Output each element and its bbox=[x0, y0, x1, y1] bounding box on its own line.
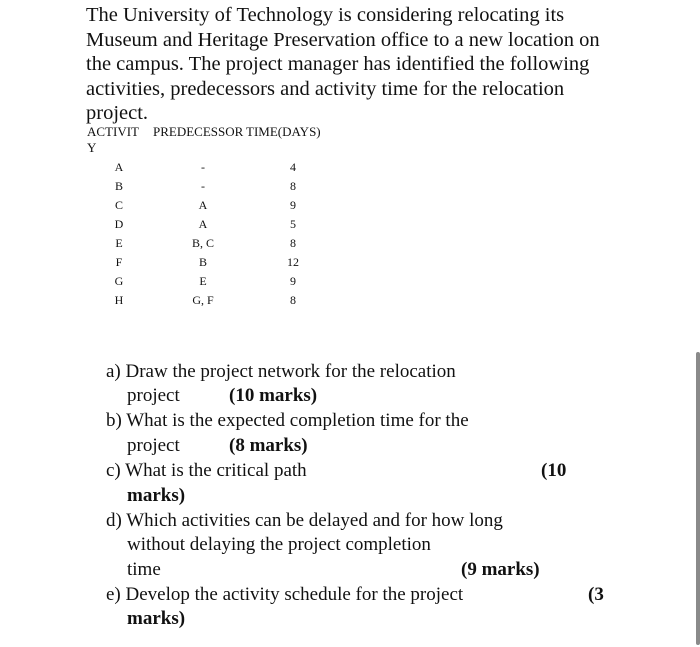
cell-activity: E bbox=[115, 236, 123, 250]
cell-predecessor: A bbox=[198, 217, 208, 231]
cell-time: 9 bbox=[290, 198, 296, 212]
question-e-marks-cont: marks) bbox=[127, 608, 186, 629]
question-d: d) Which activities can be delayed and for how long bbox=[106, 510, 503, 531]
scrollbar[interactable] bbox=[696, 352, 700, 645]
cell-predecessor: G, F bbox=[192, 293, 214, 307]
question-b-marks: (8 marks) bbox=[229, 435, 308, 456]
cell-activity: A bbox=[114, 160, 124, 174]
cell-activity: H bbox=[114, 293, 124, 307]
cell-time: 8 bbox=[290, 293, 296, 307]
question-c-marks-cont: marks) bbox=[127, 485, 186, 506]
question-c: c) What is the critical path bbox=[106, 460, 307, 481]
question-d-cont: without delaying the project completion bbox=[127, 534, 431, 555]
cell-time: 4 bbox=[290, 160, 296, 174]
cell-predecessor: A bbox=[198, 198, 208, 212]
cell-predecessor: - bbox=[201, 179, 205, 193]
cell-activity: C bbox=[114, 198, 124, 212]
header-activity-wrap: Y bbox=[87, 140, 97, 155]
intro-paragraph: The University of Technology is considering relocating its Museum and Heritage Preservation office to a new location on the campus. The project manager has identified the following activities, predecessors and activity time for the relocation project. bbox=[86, 4, 600, 125]
cell-activity: D bbox=[114, 217, 124, 231]
question-e: e) Develop the activity schedule for the project bbox=[106, 584, 464, 605]
question-c-marks: (10 bbox=[541, 460, 567, 481]
cell-activity: B bbox=[114, 179, 124, 193]
question-a-cont: project bbox=[127, 385, 180, 406]
header-predecessor: PREDECESSOR bbox=[153, 124, 244, 139]
question-d-cont2: time bbox=[127, 559, 161, 580]
question-b: b) What is the expected completion time for the bbox=[106, 410, 469, 431]
question-d-marks: (9 marks) bbox=[461, 559, 540, 580]
question-e-marks: (3 bbox=[588, 584, 604, 605]
question-b-cont: project bbox=[127, 435, 180, 456]
cell-activity: G bbox=[114, 274, 124, 288]
cell-predecessor: - bbox=[201, 160, 205, 174]
header-time: TIME(DAYS) bbox=[246, 124, 321, 139]
cell-predecessor: E bbox=[199, 274, 207, 288]
cell-time: 8 bbox=[290, 236, 296, 250]
cell-time: 12 bbox=[287, 255, 299, 269]
cell-time: 9 bbox=[290, 274, 296, 288]
cell-predecessor: B bbox=[198, 255, 208, 269]
cell-predecessor: B, C bbox=[191, 236, 215, 250]
question-a-marks: (10 marks) bbox=[229, 385, 318, 406]
cell-time: 8 bbox=[290, 179, 296, 193]
question-a: a) Draw the project network for the relocation bbox=[106, 361, 456, 382]
header-activity: ACTIVIT bbox=[87, 124, 139, 139]
cell-time: 5 bbox=[290, 217, 296, 231]
cell-activity: F bbox=[115, 255, 123, 269]
